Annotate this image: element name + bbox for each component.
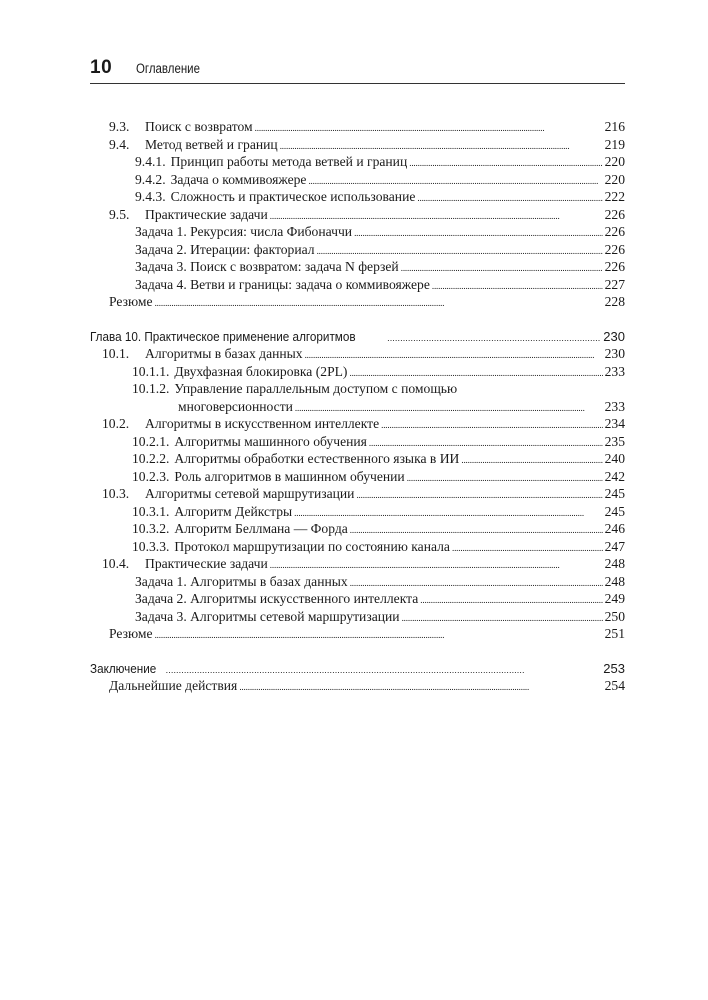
- toc-entry-resume[interactable]: [90, 625, 625, 643]
- toc-entry-title: Практические задачи: [145, 556, 268, 571]
- toc-entry-10-1-1[interactable]: [90, 363, 625, 381]
- toc-entry-9-5[interactable]: [90, 206, 625, 224]
- toc-entry-number: 9.4.: [109, 136, 130, 152]
- toc-entry-task-1[interactable]: [90, 573, 625, 591]
- toc-entry-9-4[interactable]: [90, 136, 625, 154]
- toc-entry-number: 10.2.: [102, 416, 130, 431]
- toc-entry-title: Задача 4. Ветви и границы: задача о коммивояжере: [135, 276, 430, 292]
- toc-entry-page: 245: [604, 503, 625, 519]
- toc-entry-title: Задача 3. Поиск с возвратом: задача N ферзей: [135, 259, 399, 274]
- toc-entry-title: Алгоритм Дейкстры: [174, 503, 293, 519]
- toc-entry-title: Резюме: [109, 294, 153, 309]
- toc-entry-task-4[interactable]: [90, 276, 625, 294]
- toc-entry-title: Алгоритмы обработки естественного языка в ИИ: [174, 451, 460, 466]
- toc-entry-task-2[interactable]: [90, 590, 625, 608]
- table-of-contents: [90, 118, 625, 695]
- toc-entry-number: 9.5.: [109, 206, 130, 222]
- toc-entry-10-1-2[interactable]: [90, 380, 625, 415]
- toc-entry-number: 10.1.2.: [132, 381, 170, 396]
- toc-entry-page: 245: [604, 486, 625, 501]
- header-rule: [90, 83, 625, 84]
- dot-leader: [155, 293, 603, 313]
- toc-entry-title: Алгоритмы в базах данных: [145, 346, 303, 361]
- toc-entry-10-2-3[interactable]: [90, 468, 625, 486]
- toc-entry-page: 254: [604, 678, 625, 693]
- toc-entry-page: 216: [604, 119, 625, 134]
- toc-entry-title-line2: многоверсионности: [178, 398, 293, 414]
- toc-entry-10-4[interactable]: [90, 555, 625, 573]
- toc-entry-title: Алгоритмы в искусственном интеллекте: [145, 416, 380, 431]
- toc-entry-page: 226: [604, 224, 625, 239]
- toc-entry-title: Алгоритм Беллмана — Форда: [174, 521, 348, 536]
- toc-entry-10-3-1[interactable]: [90, 503, 625, 521]
- toc-entry-9-4-1[interactable]: [90, 153, 625, 171]
- toc-entry-page: 219: [604, 136, 625, 152]
- toc-entry-page: 250: [604, 608, 625, 624]
- running-head: [90, 55, 625, 83]
- toc-entry-page: 251: [604, 626, 625, 641]
- toc-entry-number: 10.2.3.: [132, 468, 170, 484]
- toc-entry-number: 10.1.: [102, 346, 130, 361]
- toc-entry-number: 10.3.2.: [132, 521, 170, 536]
- toc-entry-title: Протокол маршрутизации по состоянию канала: [174, 538, 450, 554]
- dot-leader: [239, 677, 602, 697]
- toc-entry-number: 9.3.: [109, 119, 130, 134]
- toc-chapter-10[interactable]: [90, 328, 625, 346]
- toc-entry-page: 249: [604, 591, 625, 606]
- toc-entry-title: Поиск с возвратом: [145, 119, 253, 134]
- toc-entry-title: Задача 1. Алгоритмы в базах данных: [135, 573, 348, 589]
- toc-entry-page: 233: [604, 363, 625, 379]
- toc-entry-number: 10.4.: [102, 556, 130, 571]
- toc-entry-title: Дальнейшие действия: [109, 678, 238, 693]
- toc-entry-page: 247: [604, 538, 625, 554]
- toc-entry-number: 10.2.2.: [132, 451, 170, 466]
- toc-entry-page: 235: [604, 433, 625, 449]
- toc-entry-page: 233: [604, 398, 625, 414]
- toc-entry-9-3[interactable]: [90, 118, 625, 136]
- toc-entry-page: 226: [604, 241, 625, 257]
- toc-entry-resume[interactable]: [90, 293, 625, 311]
- toc-entry-task-3[interactable]: [90, 258, 625, 276]
- toc-entry-page: 246: [604, 521, 625, 536]
- chapter-title: Заключение: [90, 660, 157, 676]
- toc-entry-title: Задача 2. Итерации: факториал: [135, 241, 315, 257]
- toc-entry-number: 9.4.2.: [135, 171, 166, 187]
- toc-entry-page: 230: [603, 328, 625, 344]
- toc-entry-next-steps[interactable]: [90, 677, 625, 695]
- toc-entry-title: Сложность и практическое использование: [170, 189, 416, 204]
- toc-entry-10-1[interactable]: [90, 345, 625, 363]
- toc-entry-page: 240: [604, 451, 625, 466]
- toc-entry-page: 248: [604, 573, 625, 589]
- toc-entry-10-2-1[interactable]: [90, 433, 625, 451]
- toc-entry-page: 220: [604, 154, 625, 169]
- toc-entry-title: Алгоритмы сетевой маршрутизации: [145, 486, 355, 501]
- toc-entry-10-3-2[interactable]: [90, 520, 625, 538]
- toc-entry-title: Резюме: [109, 626, 153, 641]
- toc-entry-page: 253: [603, 660, 625, 676]
- toc-entry-page: 227: [604, 276, 625, 292]
- toc-entry-10-2[interactable]: [90, 415, 625, 433]
- toc-entry-task-3[interactable]: [90, 608, 625, 626]
- toc-entry-number: 9.4.1.: [135, 154, 166, 169]
- page-number: 10: [90, 57, 113, 78]
- toc-entry-page: 248: [604, 556, 625, 571]
- dot-leader: [155, 625, 603, 645]
- toc-entry-task-1[interactable]: [90, 223, 625, 241]
- toc-entry-page: 222: [604, 189, 625, 204]
- toc-entry-10-3[interactable]: [90, 485, 625, 503]
- toc-entry-title: Алгоритмы машинного обучения: [174, 433, 367, 449]
- toc-entry-title: Метод ветвей и границ: [145, 136, 278, 152]
- toc-entry-title: Задача о коммивояжере: [170, 171, 307, 187]
- toc-entry-title: Практические задачи: [145, 206, 268, 222]
- toc-entry-page: 226: [604, 206, 625, 222]
- toc-entry-10-3-3[interactable]: [90, 538, 625, 556]
- toc-entry-10-2-2[interactable]: [90, 450, 625, 468]
- toc-entry-number: 10.3.3.: [132, 538, 170, 554]
- toc-entry-page: 226: [604, 259, 625, 274]
- toc-conclusion[interactable]: [90, 660, 625, 678]
- toc-entry-title: Роль алгоритмов в машинном обучении: [174, 468, 405, 484]
- toc-entry-number: 10.3.: [102, 486, 130, 501]
- toc-entry-page: 234: [604, 416, 625, 431]
- toc-entry-title-line1: Управление параллельным доступом с помощью: [174, 381, 458, 396]
- toc-entry-title: Задача 1. Рекурсия: числа Фибоначчи: [135, 224, 353, 239]
- toc-entry-9-4-2[interactable]: [90, 171, 625, 189]
- toc-entry-task-2[interactable]: [90, 241, 625, 259]
- toc-entry-number: 9.4.3.: [135, 189, 166, 204]
- toc-entry-page: 228: [604, 294, 625, 309]
- running-head-title: Оглавление: [136, 61, 200, 76]
- toc-entry-page: 242: [604, 468, 625, 484]
- toc-entry-number: 10.3.1.: [132, 503, 170, 519]
- toc-entry-number: 10.1.1.: [132, 363, 170, 379]
- toc-entry-number: 10.2.1.: [132, 433, 170, 449]
- toc-entry-9-4-3[interactable]: [90, 188, 625, 206]
- toc-entry-title: Задача 2. Алгоритмы искусственного интеллекта: [135, 591, 419, 606]
- toc-entry-title: Принцип работы метода ветвей и границ: [170, 154, 408, 169]
- toc-entry-title: Задача 3. Алгоритмы сетевой маршрутизации: [135, 608, 400, 624]
- chapter-title: Глава 10. Практическое применение алгоритмов: [90, 328, 356, 344]
- toc-entry-title: Двухфазная блокировка (2PL): [174, 363, 348, 379]
- toc-entry-page: 220: [604, 171, 625, 187]
- toc-entry-page: 230: [604, 346, 625, 361]
